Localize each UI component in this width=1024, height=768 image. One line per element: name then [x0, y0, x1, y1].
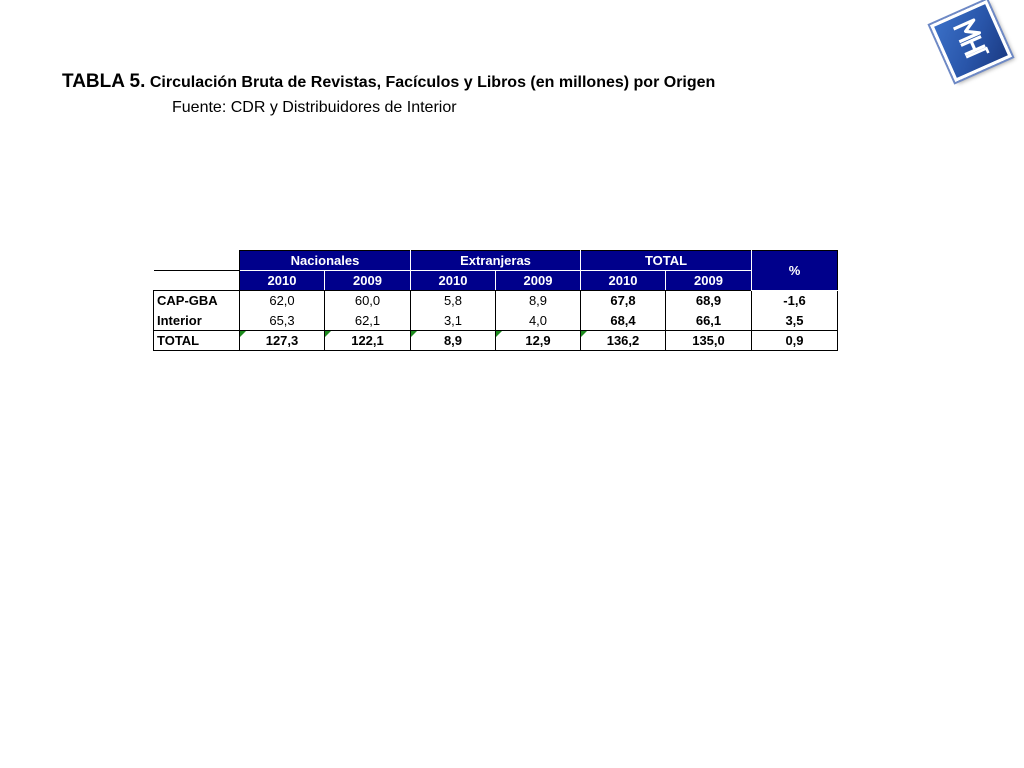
table-group-header-row — [154, 251, 838, 271]
table-cell: 68,9 — [666, 291, 752, 311]
table-title-number: TABLA 5. — [62, 71, 146, 92]
table-cell: 65,3 — [240, 311, 325, 331]
year-header: 2010 — [411, 271, 496, 291]
table-cell: 127,3 — [240, 331, 325, 351]
table-cell: 4,0 — [496, 311, 581, 331]
table-cell: 62,0 — [240, 291, 325, 311]
publisher-logo-icon — [930, 0, 1012, 82]
table-title — [62, 71, 715, 93]
group-header-total: TOTAL — [581, 251, 752, 271]
year-header: 2009 — [325, 271, 411, 291]
table-cell: 68,4 — [581, 311, 666, 331]
group-header-percent: % — [752, 251, 838, 291]
table-title-text: Circulación Bruta de Revistas, Facículos y Libros (en millones) por Origen — [149, 74, 716, 91]
circulation-table — [153, 250, 838, 351]
table-corner-cell — [154, 271, 240, 291]
table-cell: 5,8 — [411, 291, 496, 311]
year-header: 2010 — [581, 271, 666, 291]
table-source: Fuente: CDR y Distribuidores de Interior — [172, 99, 457, 116]
group-header-nacionales: Nacionales — [240, 251, 411, 271]
table-cell: 0,9 — [752, 331, 838, 351]
table-row — [154, 311, 838, 331]
logo-monogram — [930, 0, 1012, 82]
table-cell: 3,1 — [411, 311, 496, 331]
table-cell: 8,9 — [411, 331, 496, 351]
table-cell: 60,0 — [325, 291, 411, 311]
table-cell: 3,5 — [752, 311, 838, 331]
row-label: CAP-GBA — [154, 291, 240, 311]
year-header: 2010 — [240, 271, 325, 291]
group-header-extranjeras: Extranjeras — [411, 251, 581, 271]
table-corner-cell — [154, 251, 240, 271]
row-label: Interior — [154, 311, 240, 331]
table-cell: 67,8 — [581, 291, 666, 311]
table-cell: -1,6 — [752, 291, 838, 311]
table-cell: 122,1 — [325, 331, 411, 351]
table-cell: 66,1 — [666, 311, 752, 331]
table-row — [154, 291, 838, 311]
year-header: 2009 — [496, 271, 581, 291]
table-cell: 136,2 — [581, 331, 666, 351]
year-header: 2009 — [666, 271, 752, 291]
table-cell: 135,0 — [666, 331, 752, 351]
table-cell: 62,1 — [325, 311, 411, 331]
table-total-row — [154, 331, 838, 351]
table-cell: 12,9 — [496, 331, 581, 351]
logo-monogram-icon — [949, 17, 993, 66]
row-label: TOTAL — [154, 331, 240, 351]
table-year-header-row — [154, 271, 838, 291]
table-cell: 8,9 — [496, 291, 581, 311]
